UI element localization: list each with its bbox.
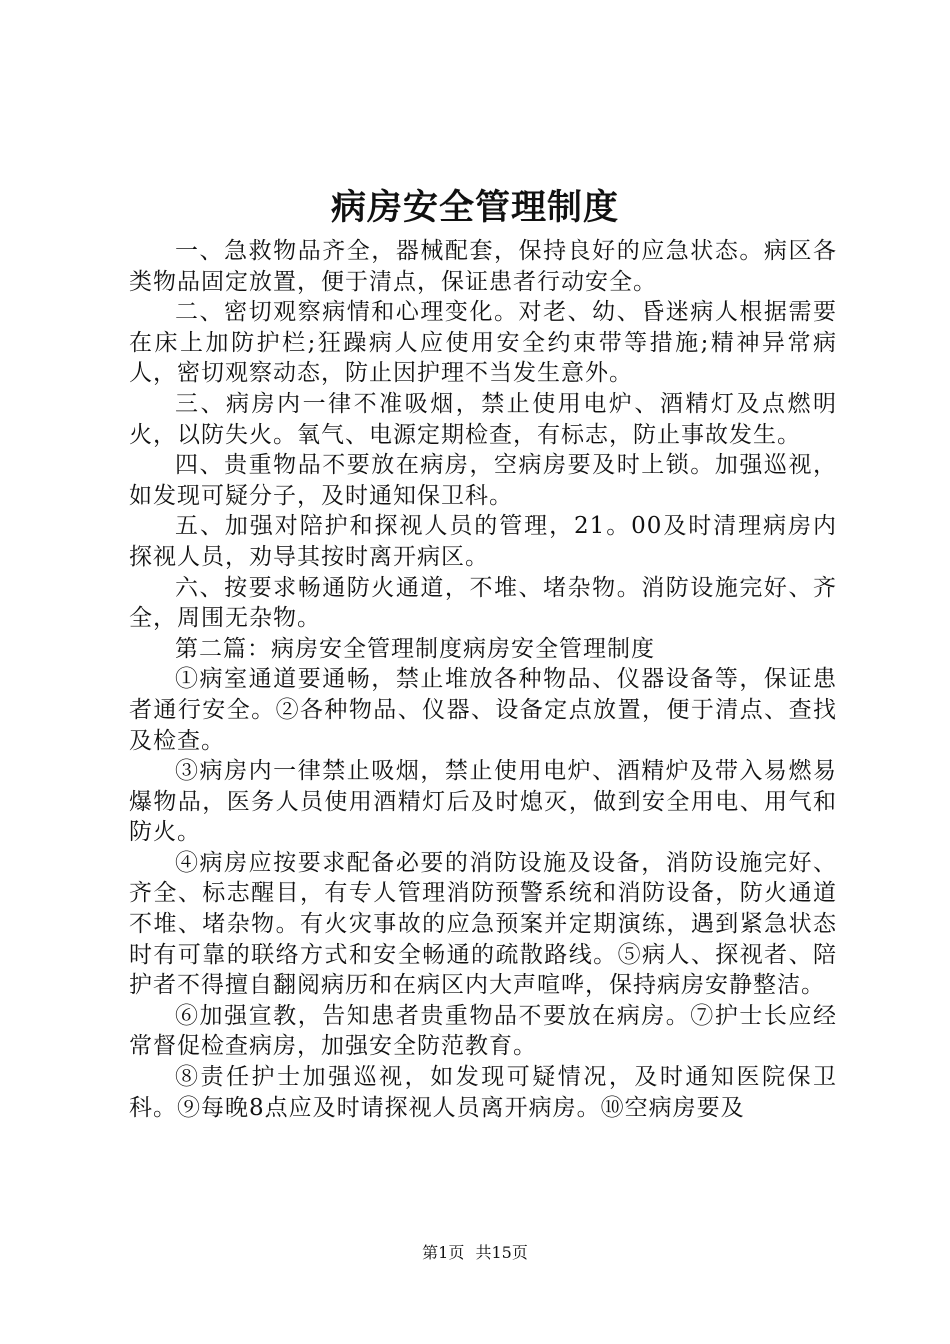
paragraph-4: 四、贵重物品不要放在病房，空病房要及时上锁。加强巡视，如发现可疑分子，及时通知保卫科。 [129, 452, 837, 509]
paragraph-2: 二、密切观察病情和心理变化。对老、幼、昏迷病人根据需要在床上加防护栏;狂躁病人应使用安全约束带等措施;精神异常病人，密切观察动态，防止因护理不当发生意外。 [129, 299, 837, 387]
page-number-current: 第1页 [422, 1243, 465, 1262]
paragraph-6: 六、按要求畅通防火通道，不堆、堵杂物。消防设施完好、齐全，周围无杂物。 [129, 574, 837, 632]
paragraph-9: ④病房应按要求配备必要的消防设施及设备，消防设施完好、齐全、标志醒目，有专人管理消防预警系统和消防设备，防火通道不堆、堵杂物。有火灾事故的应急预案并定期演练，遇到紧急状态时有可靠的联络方式和安全畅通的疏散路线。⑤病人、探视者、陪护者不得擅自翻阅病历和在病区内大声喧哗，保持病房安静整洁。 [129, 849, 837, 999]
paragraph-1: 一、急救物品齐全，器械配套，保持良好的应急状态。病区各类物品固定放置，便于清点，保证患者行动安全。 [129, 238, 837, 295]
document-title: 病房安全管理制度 [330, 187, 619, 228]
paragraph-8: ③病房内一律禁止吸烟，禁止使用电炉、酒精炉及带入易燃易爆物品，医务人员使用酒精灯后及时熄灭，做到安全用电、用气和防火。 [129, 758, 837, 846]
paragraph-5: 五、加强对陪护和探视人员的管理，21。00及时清理病房内探视人员，劝导其按时离开病区。 [129, 513, 837, 570]
document-body [129, 236, 837, 1123]
paragraph-7: ①病室通道要通畅，禁止堆放各种物品、仪器设备等，保证患者通行安全。②各种物品、仪器、设备定点放置，便于清点、查找及检查。 [129, 666, 837, 754]
page-number-total: 共15页 [475, 1243, 528, 1262]
paragraph-3: 三、病房内一律不准吸烟，禁止使用电炉、酒精灯及点燃明火，以防失火。氧气、电源定期检查，有标志，防止事故发生。 [129, 390, 837, 448]
paragraph-10: ⑥加强宣教，告知患者贵重物品不要放在病房。⑦护士长应经常督促检查病房，加强安全防范教育。 [129, 1002, 837, 1060]
page-footer [0, 1242, 950, 1264]
section-heading-part-two: 第二篇：病房安全管理制度病房安全管理制度 [175, 635, 655, 662]
paragraph-11: ⑧责任护士加强巡视，如发现可疑情况，及时通知医院保卫科。⑨每晚8点应及时请探视人员离开病房。⑩空病房要及 [129, 1064, 837, 1121]
